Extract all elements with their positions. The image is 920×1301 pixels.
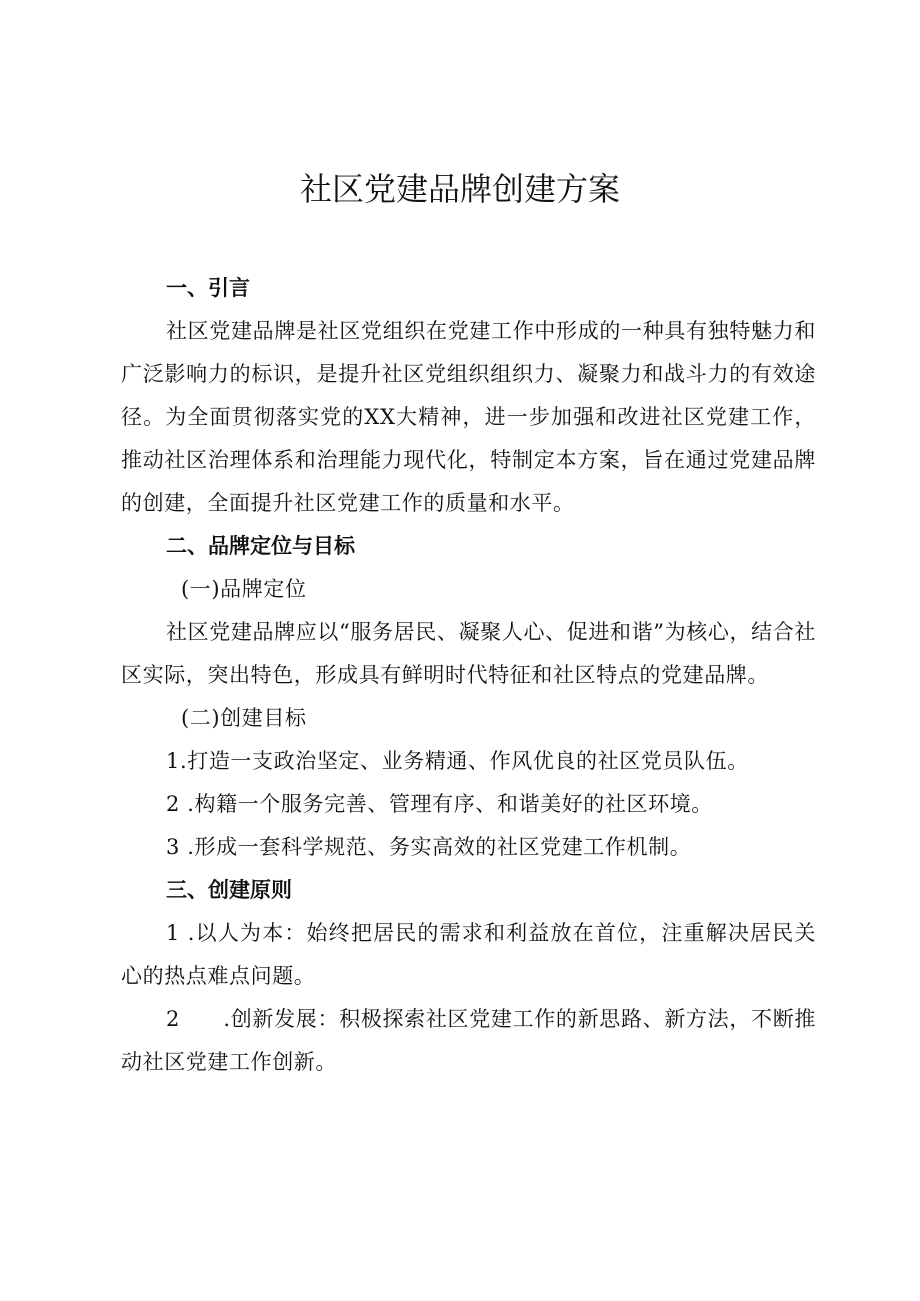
principle-item-2: 2 .创新发展：积极探索社区党建工作的新思路、新方法，不断推动社区党建工作创新。	[121, 1007, 816, 1074]
principle-item-1: 1 .以人为本：始终把居民的需求和利益放在首位，注重解决居民关心的热点难点问题。	[121, 921, 816, 988]
subheading-creation-goals: (二)创建目标	[181, 706, 307, 730]
section-heading-principles: 三、创建原则	[166, 878, 292, 902]
section-heading-positioning-goals: 二、品牌定位与目标	[166, 534, 355, 558]
subheading-brand-positioning: (一)品牌定位	[181, 577, 307, 601]
paragraph-brand-positioning: 社区党建品牌应以“服务居民、凝聚人心、促进和谐”为核心，结合社区实际，突出特色，形成具有鲜明时代特征和社区特点的党建品牌。	[121, 620, 816, 687]
goal-item-2: 2 .构籍一个服务完善、管理有序、和谐美好的社区环境。	[166, 792, 713, 816]
goal-item-1: 1.打造一支政治坚定、业务精通、作风优良的社区党员队伍。	[166, 749, 749, 773]
section-heading-introduction: 一、引言	[166, 276, 250, 300]
document-body	[121, 267, 816, 1084]
paragraph-introduction: 社区党建品牌是社区党组织在党建工作中形成的一种具有独特魅力和广泛影响力的标识，是提升社区党组织组织力、凝聚力和战斗力的有效途径。为全面贯彻落实党的XX大精神，进一步加强和改进社区党建工作，推动社区治理体系和治理能力现代化，特制定本方案，旨在通过党建品牌的创建，全面提升社区党建工作的质量和水平。	[121, 319, 816, 515]
goal-item-3: 3 .形成一套科学规范、务实高效的社区党建工作机制。	[166, 835, 692, 859]
page-title: 社区党建品牌创建方案	[299, 170, 620, 208]
